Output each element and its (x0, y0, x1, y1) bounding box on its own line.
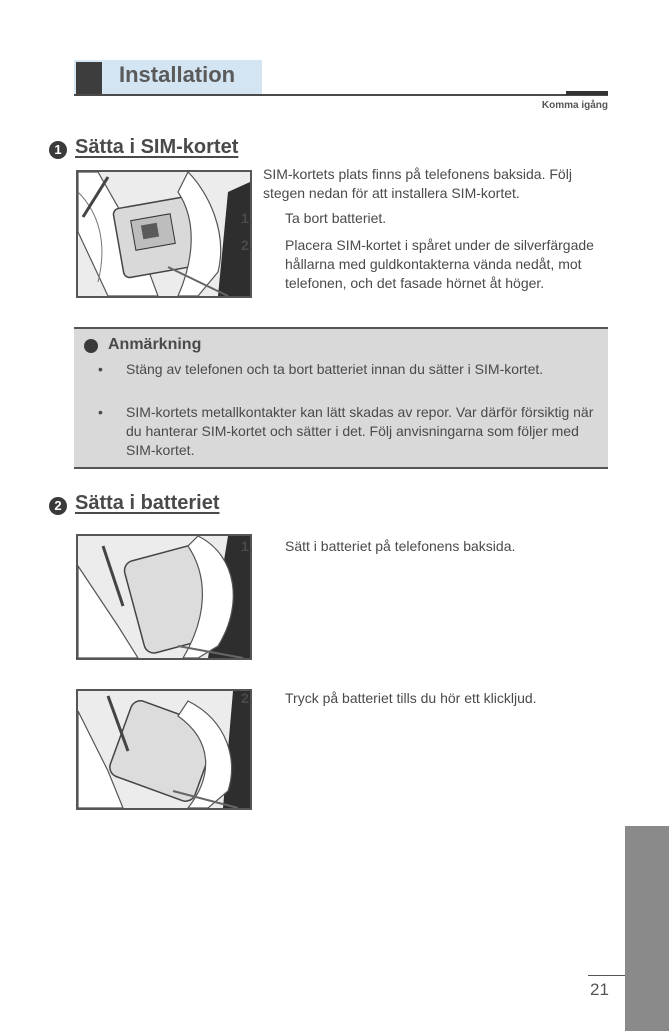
note-item-text: Stäng av telefonen och ta bort batteriet innan du sätter i SIM-kortet. (126, 361, 544, 377)
step-number: 1. (241, 538, 253, 554)
sim-card-illustration (76, 170, 252, 298)
step-text: Tryck på batteriet tills du hör ett klickljud. (285, 690, 537, 706)
step-number: 2. (241, 690, 253, 706)
battery-insert-illustration (76, 534, 252, 660)
section-number-badge: 1 (49, 141, 67, 159)
step-text: Placera SIM-kortet i spåret under de silverfärgade hållarna med guldkontakterna vända nedåt, mot telefonen, och det fasade hörnet åt höger. (285, 237, 594, 291)
header-rule (74, 94, 608, 96)
chapter-label: Komma igång (541, 100, 608, 111)
battery-step-2 (241, 689, 555, 708)
battery-step-1 (241, 537, 630, 556)
step-number: 1. (241, 210, 253, 226)
bullet-dot-icon: • (98, 404, 103, 420)
step-number: 2. (241, 237, 253, 253)
note-title: Anmärkning (108, 336, 202, 353)
page-number-rule (588, 975, 625, 976)
header-marker (74, 60, 104, 96)
section-title: Sätta i SIM-kortet (75, 136, 239, 158)
bullet-dot-icon: • (98, 361, 103, 377)
battery-insert-drawing (78, 536, 250, 658)
battery-press-drawing (78, 691, 250, 808)
page-title: Installation (119, 62, 236, 87)
note-item (98, 360, 596, 379)
sim-intro-text: SIM-kortets plats finns på telefonens baksida. Följ stegen nedan för att installera SIM-kortet. (263, 166, 572, 201)
step-text: Sätt i batteriet på telefonens baksida. (285, 538, 516, 554)
battery-press-illustration (76, 689, 252, 810)
header-rule-tab (566, 91, 608, 95)
sim-card-drawing (78, 172, 250, 296)
section-title: Sätta i batteriet (75, 492, 220, 514)
sim-step-1 (241, 209, 630, 228)
note-bullet-icon (84, 339, 98, 353)
note-item-text: SIM-kortets metallkontakter kan lätt skadas av repor. Var därför försiktig när du hanterar SIM-kortet och sätter i det. Följ anvisningarna som följer med SIM-kortet. (126, 404, 594, 458)
section-number-badge: 2 (49, 497, 67, 515)
side-thumb-tab (625, 826, 669, 1031)
page-number: 21 (590, 980, 609, 999)
step-text: Ta bort batteriet. (285, 210, 387, 226)
sim-step-2 (241, 236, 630, 293)
note-item (98, 403, 596, 460)
